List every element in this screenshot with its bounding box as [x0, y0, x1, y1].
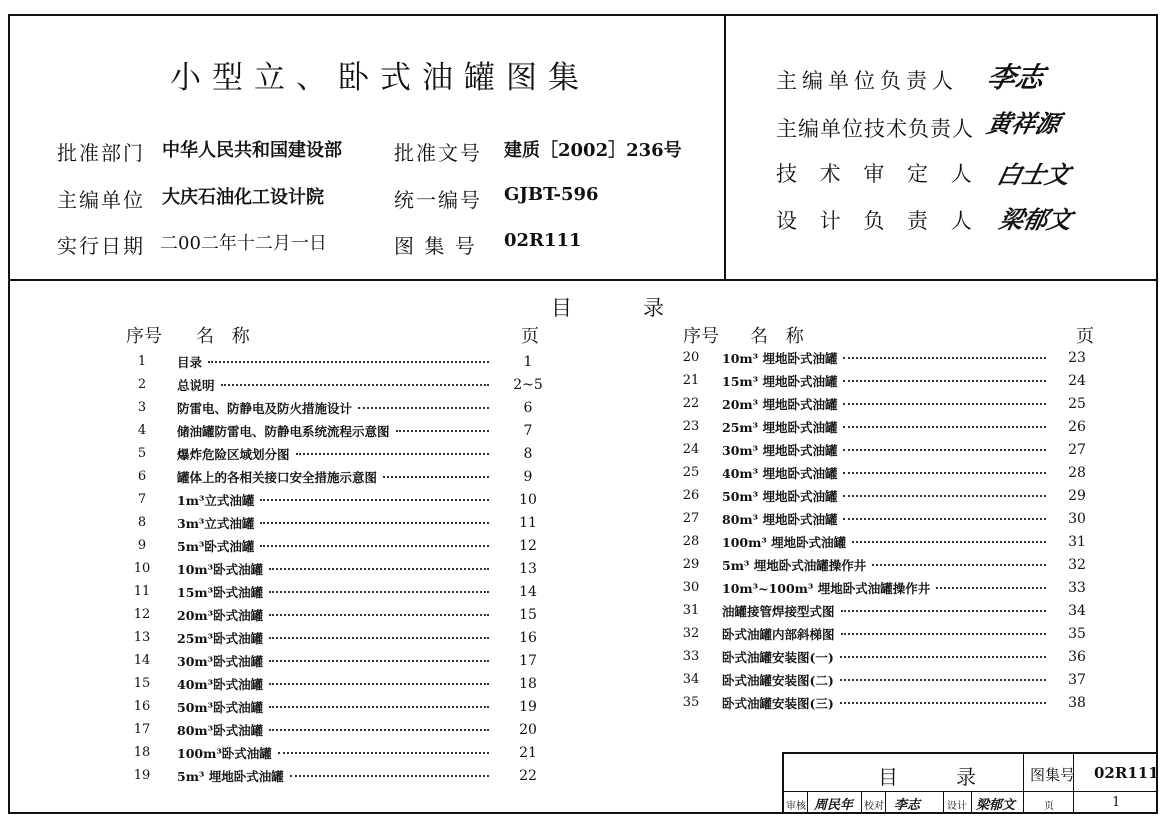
toc-row — [676, 485, 1106, 507]
toc-leader-dots — [843, 357, 1046, 359]
toc-row — [676, 508, 1106, 530]
info-label-effective-date: 实行日期 — [57, 234, 145, 258]
toc-leader-dots — [872, 564, 1046, 566]
toc-leader-dots — [260, 522, 489, 524]
toc-item-number: 32 — [682, 626, 700, 641]
toc-row — [127, 558, 557, 580]
toc-item-page: 20 — [519, 722, 537, 738]
toc-item-name: 爆炸危险区域划分图 — [177, 447, 290, 462]
toc-item-page: 29 — [1068, 488, 1086, 504]
signature-tech-reviewer: 白士文 — [994, 160, 1073, 189]
info-value-effective-date: 二00二年十二月一日 — [160, 233, 327, 254]
tb-page-no-cell — [1074, 792, 1158, 814]
toc-item-number: 14 — [133, 653, 151, 668]
toc-item-name: 25m³卧式油罐 — [177, 631, 264, 646]
signature-design-chief: 梁郁文 — [996, 205, 1075, 234]
header-divider — [8, 279, 1158, 281]
toc-item-name: 20m³ 埋地卧式油罐 — [722, 397, 838, 412]
toc-item-name: 3m³立式油罐 — [177, 516, 255, 531]
tb-design-label: 设计 — [947, 801, 967, 812]
toc-item-name: 15m³ 埋地卧式油罐 — [722, 374, 838, 389]
tb-title-left: 目 — [878, 765, 898, 789]
toc-leader-dots — [269, 568, 489, 570]
toc-item-name: 30m³ 埋地卧式油罐 — [722, 443, 838, 458]
toc-item-page: 38 — [1068, 695, 1086, 711]
toc-leader-dots — [396, 430, 489, 432]
toc-leader-dots — [269, 660, 489, 662]
toc-row — [127, 420, 557, 442]
toc-row — [676, 347, 1106, 369]
toc-item-page: 16 — [519, 630, 537, 646]
atlas-title: 小型立、卧式油罐图集 — [170, 60, 590, 96]
toc-row — [676, 554, 1106, 576]
toc-leader-dots — [260, 499, 489, 501]
toc-item-page: 19 — [519, 699, 537, 715]
toc-row — [676, 416, 1106, 438]
toc-row — [127, 765, 557, 787]
toc-item-page: 25 — [1068, 396, 1086, 412]
toc-leader-dots — [852, 541, 1046, 543]
toc-leader-dots — [843, 380, 1046, 382]
toc-item-name: 20m³卧式油罐 — [177, 608, 264, 623]
toc-item-number: 30 — [682, 580, 700, 595]
toc-item-number: 11 — [133, 584, 151, 599]
toc-item-name: 储油罐防雷电、防静电系统流程示意图 — [177, 424, 390, 439]
toc-item-name: 10m³~100m³ 埋地卧式油罐操作井 — [722, 581, 931, 596]
toc-item-page: 17 — [519, 653, 537, 669]
toc-item-name: 5m³卧式油罐 — [177, 539, 255, 554]
toc-item-number: 1 — [137, 354, 147, 369]
toc-item-page: 14 — [519, 584, 537, 600]
toc-item-page: 35 — [1068, 626, 1086, 642]
toc-leader-dots — [221, 384, 489, 386]
toc-item-number: 2 — [137, 377, 147, 392]
tb-page-label: 页 — [1044, 801, 1054, 812]
toc-title-left: 目 — [551, 296, 572, 320]
toc-leader-dots — [843, 518, 1046, 520]
toc-item-page: 31 — [1068, 534, 1086, 550]
info-label-approval-dept: 批准部门 — [57, 141, 145, 165]
toc-item-page: 32 — [1068, 557, 1086, 573]
toc-item-page: 2~5 — [513, 377, 543, 393]
toc-leader-dots — [269, 706, 489, 708]
tb-design-sig-cell — [972, 792, 1024, 814]
toc-item-name: 卧式油罐内部斜梯图 — [722, 627, 835, 642]
toc-item-page: 8 — [523, 446, 533, 462]
toc-leader-dots — [278, 752, 489, 754]
toc-item-name: 80m³卧式油罐 — [177, 723, 264, 738]
toc-row — [127, 489, 557, 511]
toc-item-number: 34 — [682, 672, 700, 687]
toc-leader-dots — [260, 545, 489, 547]
toc-row — [127, 374, 557, 396]
info-value-atlas-no: 02R111 — [504, 230, 582, 251]
toc-item-name: 卧式油罐安装图(一) — [722, 650, 834, 665]
toc-item-name: 1m³立式油罐 — [177, 493, 255, 508]
tb-title-right: 录 — [956, 765, 976, 789]
info-label-editor-unit: 主编单位 — [57, 188, 145, 212]
toc-item-page: 6 — [523, 400, 533, 416]
toc-row — [676, 669, 1106, 691]
toc-item-page: 1 — [523, 354, 533, 370]
toc-leader-dots — [269, 637, 489, 639]
info-value-approval-no: 建质［2002］236号 — [504, 140, 682, 161]
toc-item-page: 15 — [519, 607, 537, 623]
toc-row — [127, 443, 557, 465]
toc-leader-dots — [841, 610, 1046, 612]
col-header-name-left: 名 称 — [196, 326, 256, 347]
toc-row — [676, 439, 1106, 461]
toc-row — [127, 397, 557, 419]
tb-design-label-cell — [944, 792, 972, 814]
toc-row — [127, 535, 557, 557]
title-block — [782, 752, 1158, 814]
toc-leader-dots — [843, 495, 1046, 497]
toc-item-number: 4 — [137, 423, 147, 438]
toc-item-name: 卧式油罐安装图(三) — [722, 696, 834, 711]
info-value-unified-no: GJBT-596 — [504, 184, 599, 205]
toc-row — [127, 742, 557, 764]
toc-item-number: 24 — [682, 442, 700, 457]
toc-row — [676, 623, 1106, 645]
signature-tech-chief: 黄祥源 — [984, 109, 1063, 138]
tb-review-label: 审核 — [786, 801, 806, 812]
toc-leader-dots — [269, 683, 489, 685]
toc-item-name: 总说明 — [177, 378, 215, 393]
toc-item-page: 9 — [523, 469, 533, 485]
toc-row — [127, 650, 557, 672]
toc-row — [676, 370, 1106, 392]
toc-item-name: 80m³ 埋地卧式油罐 — [722, 512, 838, 527]
tb-page-no: 1 — [1112, 795, 1121, 810]
toc-item-number: 15 — [133, 676, 151, 691]
tb-check-label: 校对 — [864, 801, 884, 812]
toc-item-page: 34 — [1068, 603, 1086, 619]
sig-label-tech-chief: 主编单位技术负责人 — [776, 117, 974, 141]
toc-item-number: 23 — [682, 419, 700, 434]
toc-leader-dots — [296, 453, 489, 455]
sig-label-tech-reviewer: 技 术 审 定 人 — [776, 162, 980, 186]
toc-item-page: 30 — [1068, 511, 1086, 527]
toc-item-page: 28 — [1068, 465, 1086, 481]
toc-row — [676, 393, 1106, 415]
toc-leader-dots — [840, 702, 1046, 704]
sig-label-design-chief: 设 计 负 责 人 — [776, 209, 980, 233]
tb-atlas-label-cell — [1024, 754, 1074, 792]
header-vertical-divider — [724, 14, 726, 280]
tb-atlas-no-cell — [1074, 754, 1158, 792]
toc-item-name: 目录 — [177, 355, 203, 370]
toc-item-number: 28 — [682, 534, 700, 549]
toc-item-number: 27 — [682, 511, 700, 526]
toc-leader-dots — [843, 426, 1046, 428]
info-value-approval-dept: 中华人民共和国建设部 — [162, 140, 342, 161]
tb-design-signature: 梁郁文 — [976, 798, 1016, 813]
col-header-page-left: 页 — [521, 326, 539, 347]
tb-check-sig-cell — [886, 792, 944, 814]
toc-item-number: 13 — [133, 630, 151, 645]
tb-page-label-cell — [1024, 792, 1074, 814]
toc-leader-dots — [840, 679, 1046, 681]
toc-item-name: 50m³卧式油罐 — [177, 700, 264, 715]
toc-item-name: 30m³卧式油罐 — [177, 654, 264, 669]
toc-item-name: 15m³卧式油罐 — [177, 585, 264, 600]
toc-item-page: 22 — [519, 768, 537, 784]
info-label-atlas-no: 图 集 号 — [394, 234, 477, 258]
col-header-name-right: 名 称 — [750, 326, 810, 347]
toc-row — [676, 646, 1106, 668]
toc-item-page: 11 — [519, 515, 537, 531]
toc-item-page: 7 — [523, 423, 533, 439]
toc-item-number: 35 — [682, 695, 700, 710]
toc-item-page: 12 — [519, 538, 537, 554]
info-label-unified-no: 统一编号 — [394, 188, 482, 212]
toc-row — [676, 577, 1106, 599]
toc-leader-dots — [208, 361, 489, 363]
toc-item-number: 22 — [682, 396, 700, 411]
toc-item-page: 24 — [1068, 373, 1086, 389]
toc-row — [127, 604, 557, 626]
toc-leader-dots — [840, 656, 1046, 658]
toc-item-name: 5m³ 埋地卧式油罐操作井 — [722, 558, 867, 573]
toc-leader-dots — [843, 472, 1046, 474]
toc-item-page: 10 — [519, 492, 537, 508]
toc-item-number: 5 — [137, 446, 147, 461]
toc-item-name: 50m³ 埋地卧式油罐 — [722, 489, 838, 504]
toc-item-number: 19 — [133, 768, 151, 783]
toc-leader-dots — [843, 449, 1046, 451]
info-value-editor-unit: 大庆石油化工设计院 — [162, 187, 324, 208]
toc-item-page: 26 — [1068, 419, 1086, 435]
tb-check-label-cell — [862, 792, 886, 814]
toc-row — [676, 692, 1106, 714]
toc-leader-dots — [290, 775, 489, 777]
toc-item-number: 6 — [137, 469, 147, 484]
tb-review-signature: 周民年 — [814, 798, 854, 813]
toc-item-number: 26 — [682, 488, 700, 503]
toc-item-name: 40m³ 埋地卧式油罐 — [722, 466, 838, 481]
toc-item-number: 29 — [682, 557, 700, 572]
toc-row — [127, 719, 557, 741]
toc-item-page: 23 — [1068, 350, 1086, 366]
toc-item-page: 13 — [519, 561, 537, 577]
toc-item-name: 40m³卧式油罐 — [177, 677, 264, 692]
tb-atlas-label: 图集号 — [1030, 766, 1076, 784]
toc-leader-dots — [269, 614, 489, 616]
toc-leader-dots — [936, 587, 1046, 589]
toc-item-name: 卧式油罐安装图(二) — [722, 673, 834, 688]
toc-item-name: 5m³ 埋地卧式油罐 — [177, 769, 284, 784]
toc-item-number: 17 — [133, 722, 151, 737]
toc-row — [127, 581, 557, 603]
toc-leader-dots — [383, 476, 489, 478]
toc-item-page: 27 — [1068, 442, 1086, 458]
toc-item-number: 10 — [133, 561, 151, 576]
toc-item-name: 100m³卧式油罐 — [177, 746, 272, 761]
toc-row — [676, 462, 1106, 484]
sig-label-chief-unit: 主编单位负责人 — [776, 69, 958, 93]
toc-item-number: 7 — [137, 492, 147, 507]
toc-item-number: 3 — [137, 400, 147, 415]
signature-chief-unit: 李志 — [984, 61, 1048, 94]
toc-item-name: 25m³ 埋地卧式油罐 — [722, 420, 838, 435]
toc-item-page: 18 — [519, 676, 537, 692]
toc-item-number: 8 — [137, 515, 147, 530]
toc-item-number: 9 — [137, 538, 147, 553]
toc-item-name: 罐体上的各相关接口安全措施示意图 — [177, 470, 378, 485]
toc-row — [676, 600, 1106, 622]
toc-row — [127, 512, 557, 534]
toc-leader-dots — [358, 407, 489, 409]
toc-row — [127, 466, 557, 488]
tb-atlas-no: 02R111 — [1094, 764, 1159, 782]
toc-item-name: 油罐接管焊接型式图 — [722, 604, 835, 619]
col-header-no-left: 序号 — [126, 326, 162, 347]
toc-leader-dots — [269, 591, 489, 593]
toc-row — [676, 531, 1106, 553]
toc-item-page: 36 — [1068, 649, 1086, 665]
col-header-no-right: 序号 — [683, 326, 719, 347]
toc-item-name: 100m³ 埋地卧式油罐 — [722, 535, 847, 550]
info-label-approval-no: 批准文号 — [394, 141, 482, 165]
toc-item-number: 31 — [682, 603, 700, 618]
tb-review-sig-cell — [808, 792, 862, 814]
toc-row — [127, 673, 557, 695]
toc-item-name: 10m³ 埋地卧式油罐 — [722, 351, 838, 366]
tb-review-label-cell — [784, 792, 808, 814]
tb-check-signature: 李志 — [894, 798, 921, 813]
toc-leader-dots — [843, 403, 1046, 405]
toc-leader-dots — [269, 729, 489, 731]
toc-title-right: 录 — [643, 296, 664, 320]
toc-item-page: 21 — [519, 745, 537, 761]
toc-row — [127, 627, 557, 649]
toc-row — [127, 696, 557, 718]
toc-item-number: 20 — [682, 350, 700, 365]
toc-item-number: 18 — [133, 745, 151, 760]
toc-item-number: 33 — [682, 649, 700, 664]
tb-title-cell — [784, 754, 1024, 792]
toc-item-number: 21 — [682, 373, 700, 388]
toc-leader-dots — [841, 633, 1046, 635]
toc-item-name: 10m³卧式油罐 — [177, 562, 264, 577]
toc-item-number: 12 — [133, 607, 151, 622]
toc-item-page: 37 — [1068, 672, 1086, 688]
toc-item-number: 25 — [682, 465, 700, 480]
toc-row — [127, 351, 557, 373]
toc-item-page: 33 — [1068, 580, 1086, 596]
col-header-page-right: 页 — [1076, 326, 1094, 347]
toc-item-name: 防雷电、防静电及防火措施设计 — [177, 401, 353, 416]
toc-item-number: 16 — [133, 699, 151, 714]
